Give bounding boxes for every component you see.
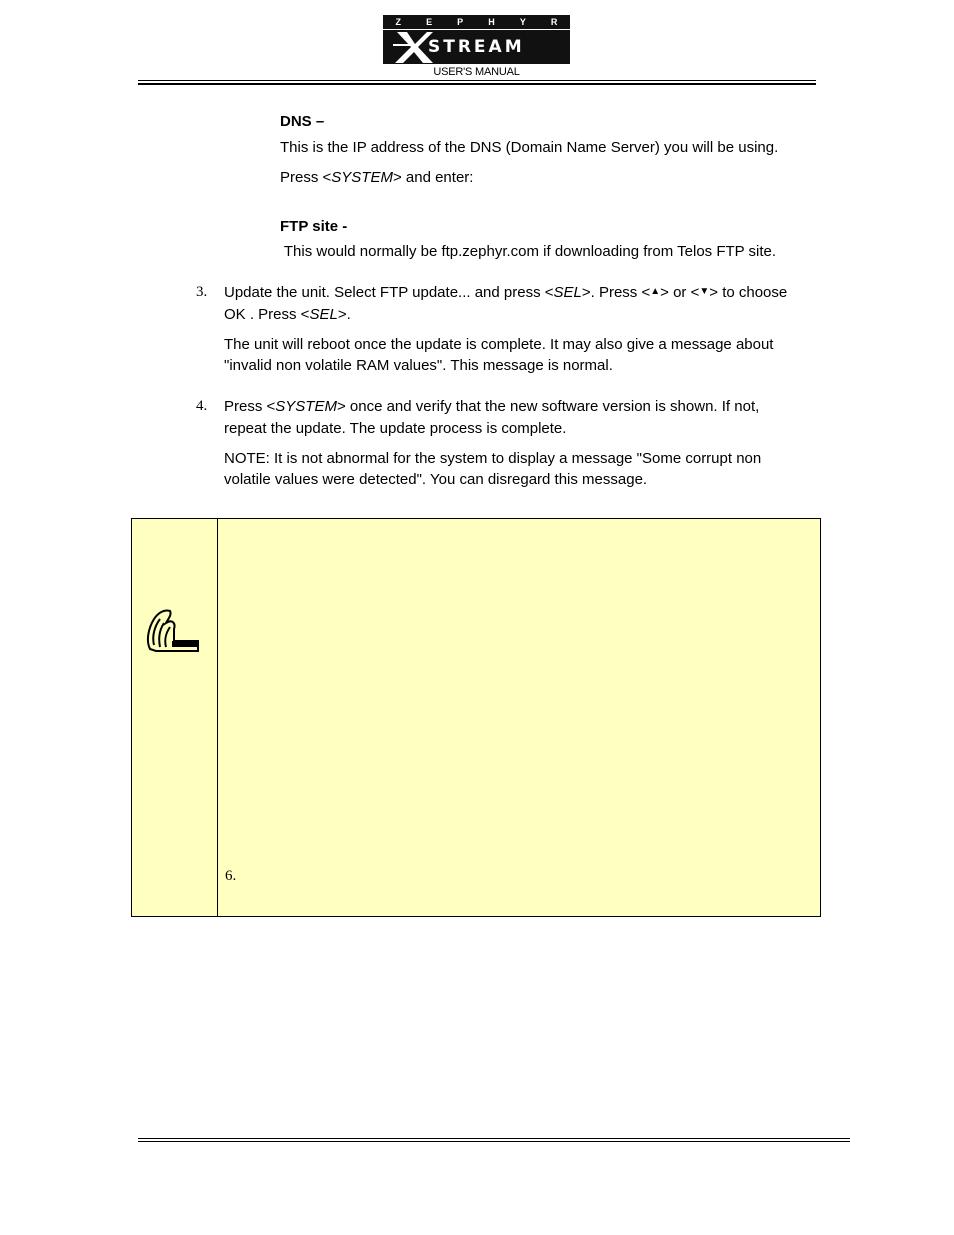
step3-paragraph-line1: The unit will reboot once the update is complete. It may also give a message about: [224, 336, 774, 353]
key-name: SYSTEM: [331, 169, 393, 186]
footer-rule: [138, 1141, 850, 1142]
step4-line2: repeat the update. The update process is complete.: [224, 420, 567, 437]
step3-paragraph-line2: "invalid non volatile RAM values". This message is normal.: [224, 357, 613, 374]
header-rule: [138, 83, 816, 85]
step3-line1: [224, 282, 787, 306]
logo-letter: R: [550, 17, 558, 27]
note-step-number: 6.: [225, 868, 237, 884]
logo-letter: H: [488, 17, 495, 27]
header-rule: [138, 80, 816, 81]
text-run: Press <: [280, 169, 332, 186]
dns-press-instruction: [280, 167, 473, 189]
up-arrow-icon: ▲: [650, 286, 661, 297]
text-run: > or <: [660, 284, 700, 301]
text-run: Press <: [224, 398, 276, 415]
logo-x-icon: [393, 30, 433, 64]
text-run: > once and verify that the new software version is shown. If not,: [336, 398, 760, 415]
text-run: > and enter:: [392, 169, 474, 186]
key-name: SEL: [309, 306, 338, 323]
note-box-divider: [217, 518, 218, 917]
logo-letter: P: [457, 17, 464, 27]
step3-line2: [224, 304, 351, 326]
key-name: SYSTEM: [275, 398, 337, 415]
step4-note-line2: volatile values were detected". You can disregard this message.: [224, 471, 648, 488]
dns-heading: DNS –: [280, 113, 325, 130]
logo-letter: E: [426, 17, 433, 27]
step4-line1: [224, 396, 759, 418]
logo: [383, 30, 570, 64]
logo-letter: Y: [519, 17, 526, 27]
text-run: Update the unit. Select FTP update... and press <: [224, 284, 554, 301]
step4-note-line1: NOTE: It is not abnormal for the system to display a message "Some corrupt non: [224, 450, 762, 467]
ftp-heading: FTP site -: [280, 218, 348, 235]
note-box: [131, 518, 821, 917]
down-arrow-icon: ▼: [699, 286, 710, 297]
step-number: 4.: [196, 398, 208, 414]
ftp-description: This would normally be ftp.zephyr.com if downloading from Telos FTP site.: [280, 243, 777, 260]
logo-letter: Z: [395, 17, 402, 27]
step-number: 3.: [196, 284, 208, 300]
logo-wordmark: STREAM: [428, 37, 525, 57]
writing-hand-icon: [142, 605, 200, 657]
dns-description: This is the IP address of the DNS (Domain Name Server) you will be using.: [280, 139, 779, 156]
manual-label: USER'S MANUAL: [433, 66, 520, 78]
footer-rule: [138, 1138, 850, 1139]
text-run: >. Press <: [581, 284, 651, 301]
text-run: OK . Press <: [224, 306, 310, 323]
text-run: >.: [337, 306, 351, 323]
text-run: > to choose: [709, 284, 788, 301]
key-name: SEL: [553, 284, 582, 301]
logo-letters: [383, 15, 570, 29]
